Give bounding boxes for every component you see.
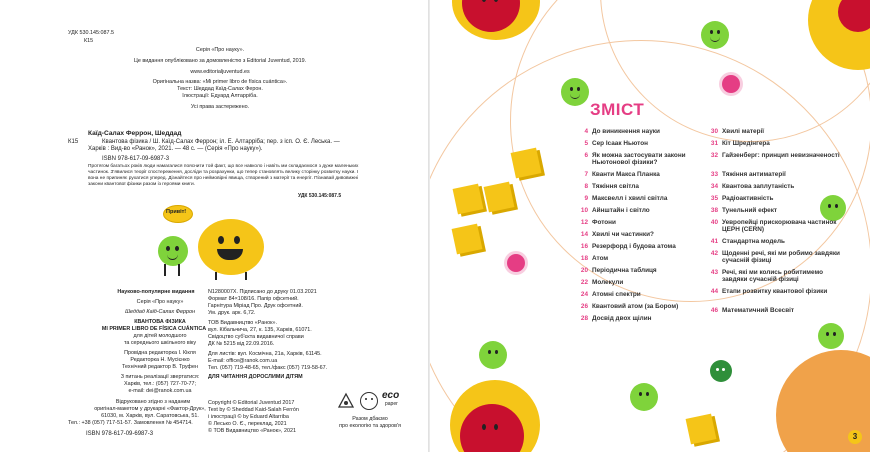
toc-entry-title: Тунельний ефект (722, 207, 778, 214)
toc-entry[interactable] (704, 307, 840, 314)
yellow-cube (484, 182, 515, 213)
copy2: Text by © Sheddad Kaid-Salah Ferrón (208, 407, 299, 413)
yellow-cube (686, 414, 717, 445)
title-ua: КВАНТОВА ФІЗИКА (134, 319, 186, 325)
toc-entry-title: Математичний Всесвіт (722, 307, 795, 314)
recycle-icon (337, 392, 355, 410)
pub2: вул. Кібальчича, 27, к. 135, Харків, 61071. (208, 327, 312, 333)
letters1: Для листів: вул. Космічна, 21а, Харків, 61145. (208, 351, 322, 357)
toc-title: ЗМІСТ (590, 100, 645, 119)
yellow-cube (453, 184, 484, 215)
toc-page-number: 35 (710, 195, 718, 202)
green-ball-character (158, 236, 188, 266)
eco-caption1: Разом дбаємо (352, 416, 388, 422)
toc-entry[interactable] (704, 269, 840, 283)
toc-entry-title: Фотони (592, 219, 616, 226)
published-agreement: Це видання опубліковано за домовленістю з Editorial Juventud, 2019. (133, 58, 307, 64)
toc-entry[interactable] (574, 183, 702, 190)
annotation: Протягом багатьох років люди намагалися пояснити той факт, що все навколо і навіть ми складаємося з дуже маленьких частинок. З'явилися теорії спостереження, досліди та розрахунки, що тепер становлять велику сторінку розвитку науки. І вона не припиняє рухатися уперед. Дізнайтеся про неймовірні явища, створений з матерії та енергії. Пізнавай дивовижні закони квантової фізики разом із героями книги. (88, 164, 359, 187)
udk-bottom: УДК 530.145:087.5 (298, 193, 342, 199)
green-ball (630, 383, 658, 411)
toc-entry-title: Як можна застосувати закони Ньютонової фізики? (592, 152, 686, 166)
pub3: Свідоцтво суб'єкта видавничої справи (208, 334, 304, 340)
editor3: Технічний редактор В. Труфен (122, 364, 198, 370)
author-header: Каїд-Салах Феррон, Шеддад (88, 130, 182, 137)
toc-entry-title: Айнштайн і світло (592, 207, 650, 214)
toc-page-number: 44 (710, 288, 718, 295)
genre: Науково-популярне видання (117, 289, 195, 295)
right-page-toc (430, 0, 870, 452)
spec4: Ум. друк. арк. 6,72. (208, 310, 256, 316)
toc-entry-title: Тяжіння світла (592, 183, 639, 190)
original-title: Оригінальна назва: «Mi primer libro de física cuántica». (152, 79, 288, 85)
toc-entry-title: Досвід двох щілин (592, 315, 652, 322)
toc-entry[interactable] (704, 195, 840, 202)
toc-page-number: 10 (580, 207, 588, 214)
print4: Тел.: +38 (057) 717-51-57. Замовлення № 454714. (68, 420, 193, 426)
pub4: ДК № 5215 від 22.09.2016. (208, 341, 275, 347)
toc-page-number: 26 (580, 303, 588, 310)
green-ball (561, 78, 589, 106)
toc-entry-title: Квантовий атом (за Бором) (592, 303, 679, 310)
toc-entry[interactable] (704, 152, 840, 159)
toc-entry-title: Гайзенберг: принцип невизначеності (722, 152, 840, 159)
privet-label: Привіт! (166, 209, 187, 215)
toc-entry[interactable] (704, 250, 840, 264)
copy4: © Лесько О. Є., переклад, 2021 (208, 421, 287, 427)
toc-entry-title: Кванти Макса Планка (592, 171, 660, 178)
spec3: Гарнітура Міріад Про. Друк офсетний. (208, 303, 303, 309)
toc-entry[interactable] (574, 303, 702, 310)
toc-entry[interactable] (574, 255, 702, 262)
toc-entry-title: Хвилі матерії (722, 128, 765, 135)
toc-entry-title: Етапи розвитку квантової фізики (722, 288, 828, 295)
toc-entry[interactable] (574, 267, 702, 274)
pink-particle (507, 254, 525, 272)
questions2: Харків, тел.: (057) 727-70-77; (123, 381, 197, 387)
toc-entry[interactable] (574, 291, 702, 298)
isbn-catalog: ISBN 978-617-09-6987-3 (102, 156, 170, 162)
copy5: © ТОВ Видавництво «Ранок», 2021 (208, 428, 296, 434)
toc-entry[interactable] (574, 279, 702, 286)
toc-page-number: 5 (584, 140, 588, 147)
toc-entry[interactable] (704, 128, 840, 135)
audience1: для дітей молодшого (133, 333, 187, 339)
toc-page-number: 32 (710, 152, 718, 159)
letters3: Тел. (057) 719-48-65, тел./факс (057) 719-58-67. (208, 365, 328, 371)
editor2: Редакторка Н. Мусієнко (130, 357, 190, 363)
toc-entry[interactable] (704, 183, 840, 190)
toc-entry[interactable] (574, 231, 702, 238)
isbn-bottom: ISBN 978-617-09-6987-3 (86, 431, 154, 437)
udk-top: УДК 530.145:087.5 (68, 30, 114, 36)
toc-page-number: 16 (580, 243, 588, 250)
toc-page-number: 4 (584, 128, 588, 135)
questions3: e-mail: dei@ranok.com.ua (128, 388, 192, 394)
pink-particle (722, 75, 740, 93)
toc-page-number: 30 (710, 128, 718, 135)
toc-page-number: 38 (710, 207, 718, 214)
toc-page-number: 31 (710, 140, 718, 147)
toc-entry-title: Речі, які ми колись робитимемо завдяки сучасній фізиці (722, 269, 824, 283)
toc-page-number: 14 (580, 231, 588, 238)
toc-page-number: 18 (580, 255, 588, 262)
toc-page-number: 24 (580, 291, 588, 298)
toc-entry[interactable] (704, 219, 840, 233)
eco-label: eco (382, 390, 400, 401)
dark-green-ball (710, 360, 732, 382)
left-page-imprint (0, 0, 430, 452)
toc-entry-title: Уевропейці прискорювача частинок ЦЕРН (CERN) (722, 219, 837, 233)
k15-catalog: К15 (68, 139, 79, 145)
toc-page-number: 6 (584, 152, 588, 159)
toc-entry[interactable] (704, 171, 840, 178)
series-line: Серія «Про науку». (195, 47, 245, 53)
catalog-line1: Квантова фізика / Ш. Каїд-Салах Феррон; іл. Е. Алтаррібa; пер. з ісп. О. Є. Леська. — (102, 139, 340, 145)
toc-entry-title: Резерфорд і будова атома (592, 243, 676, 250)
toc-page-number: 46 (710, 307, 718, 314)
toc-entry-title: Періодична таблиця (592, 267, 657, 274)
toc-page-number: 33 (710, 171, 718, 178)
toc-entry-title: Хвилі чи частинки? (592, 231, 654, 238)
toc-entry-title: Щоденні речі, які ми робимо завдяки сучасній фізиці (722, 250, 840, 264)
paper-label: paper (385, 401, 398, 407)
toc-entry-title: Квантова заплутаність (722, 183, 795, 190)
toc-entry-title: Стандартна модель (722, 238, 785, 245)
toc-entry[interactable] (574, 152, 702, 166)
for-kids: ДЛЯ ЧИТАННЯ ДОРОСЛИМИ ДІТЯМ (208, 374, 303, 380)
toc-page-number: 22 (580, 279, 588, 286)
toc-entry[interactable] (574, 128, 702, 135)
letters2: E-mail: office@ranok.com.ua (208, 358, 278, 364)
green-ball (701, 21, 729, 49)
toc-page-number: 12 (580, 219, 588, 226)
toc-entry-title: До виникнення науки (592, 128, 660, 135)
toc-entry-title: Атом (592, 255, 609, 262)
toc-entry[interactable] (704, 140, 840, 147)
spec2: Формат 84×108/16. Папір офсетний. (208, 296, 299, 302)
toc-entry-title: Радіоактивність (722, 195, 774, 202)
toc-page-number: 41 (710, 238, 718, 245)
toc-entry[interactable] (574, 219, 702, 226)
toc-entry[interactable] (574, 315, 702, 322)
yellow-cube (511, 148, 542, 179)
audience2: та середнього шкільного віку (123, 340, 197, 346)
series-small: Серія «Про науку» (136, 299, 184, 305)
k15-top: К15 (84, 38, 94, 44)
toc-entry[interactable] (704, 238, 840, 245)
green-ball (479, 341, 507, 369)
toc-page-number: 40 (710, 219, 718, 226)
face-icon (360, 392, 378, 410)
rights: Усі права застережено. (190, 104, 250, 110)
eco-caption2: про екологію та здоров'я (339, 423, 401, 429)
toc-entry-title: Молекули (592, 279, 624, 286)
editor1: Провідна редакторка І. Кікля (124, 350, 196, 356)
toc-entry-title: Атомні спектри (592, 291, 641, 298)
toc-entry[interactable] (574, 171, 702, 178)
questions1: З питань реалізації звертатися: (120, 374, 200, 380)
toc-page-number: 20 (580, 267, 588, 274)
toc-entry[interactable] (574, 140, 702, 147)
author-small: Шеддад Каїд-Салах Феррон (125, 309, 195, 315)
toc-page-number: 34 (710, 183, 718, 190)
illustrations: Ілюстрації: Едуард Алтаррібa. (182, 93, 258, 99)
copy3: і ілюстрації © by Eduard Altarriba (208, 414, 289, 420)
print3: 61030, м. Харків, вул. Саратовська, 51. (101, 413, 199, 419)
yellow-cube (452, 224, 483, 255)
toc-page-number: 9 (584, 195, 588, 202)
toc-page-number: 7 (584, 171, 588, 178)
toc-entry[interactable] (704, 207, 840, 214)
toc-entry[interactable] (704, 288, 840, 295)
copy1: Copyright © Editorial Juventud 2017 (208, 400, 295, 406)
pub1: ТОВ Видавництво «Ранок». (208, 320, 278, 326)
green-ball (818, 323, 844, 349)
toc-entry-title: Сер Ісаак Ньютон (592, 140, 648, 147)
toc-page-number: 8 (584, 183, 588, 190)
print1: Відруковано згідно з наданим (115, 399, 191, 405)
toc-entry[interactable] (574, 207, 702, 214)
catalog-line2: Харків : Вид-во «Ранок», 2021. — 48 с. — (Серія «Про науку»). (88, 146, 263, 152)
toc-page-number: 42 (710, 250, 718, 257)
text-author: Текст: Шеддад Каїд-Салах Ферон. (177, 86, 263, 92)
title-es: MI PRIMER LIBRO DE FÍSICA CUÁNTICA (101, 326, 207, 332)
toc-entry-title: Кіт Шредінгера (722, 140, 770, 147)
toc-page-number: 43 (710, 269, 718, 276)
spec1: N1280007Х. Підписано до друку 01.03.2021 (208, 289, 317, 295)
yellow-ball-character (198, 219, 264, 275)
toc-entry[interactable] (574, 243, 702, 250)
website: www.editorialjuventud.es (190, 69, 250, 75)
print2: оригінал-макетом у друкарні «Фактор-Друк», (94, 406, 206, 412)
toc-entry[interactable] (574, 195, 702, 202)
toc-entry-title: Тяжіння антиматерії (722, 171, 786, 178)
page-number: 3 (848, 430, 862, 444)
toc-entry-title: Максвелл і хвилі світла (592, 195, 668, 202)
toc-page-number: 28 (580, 315, 588, 322)
